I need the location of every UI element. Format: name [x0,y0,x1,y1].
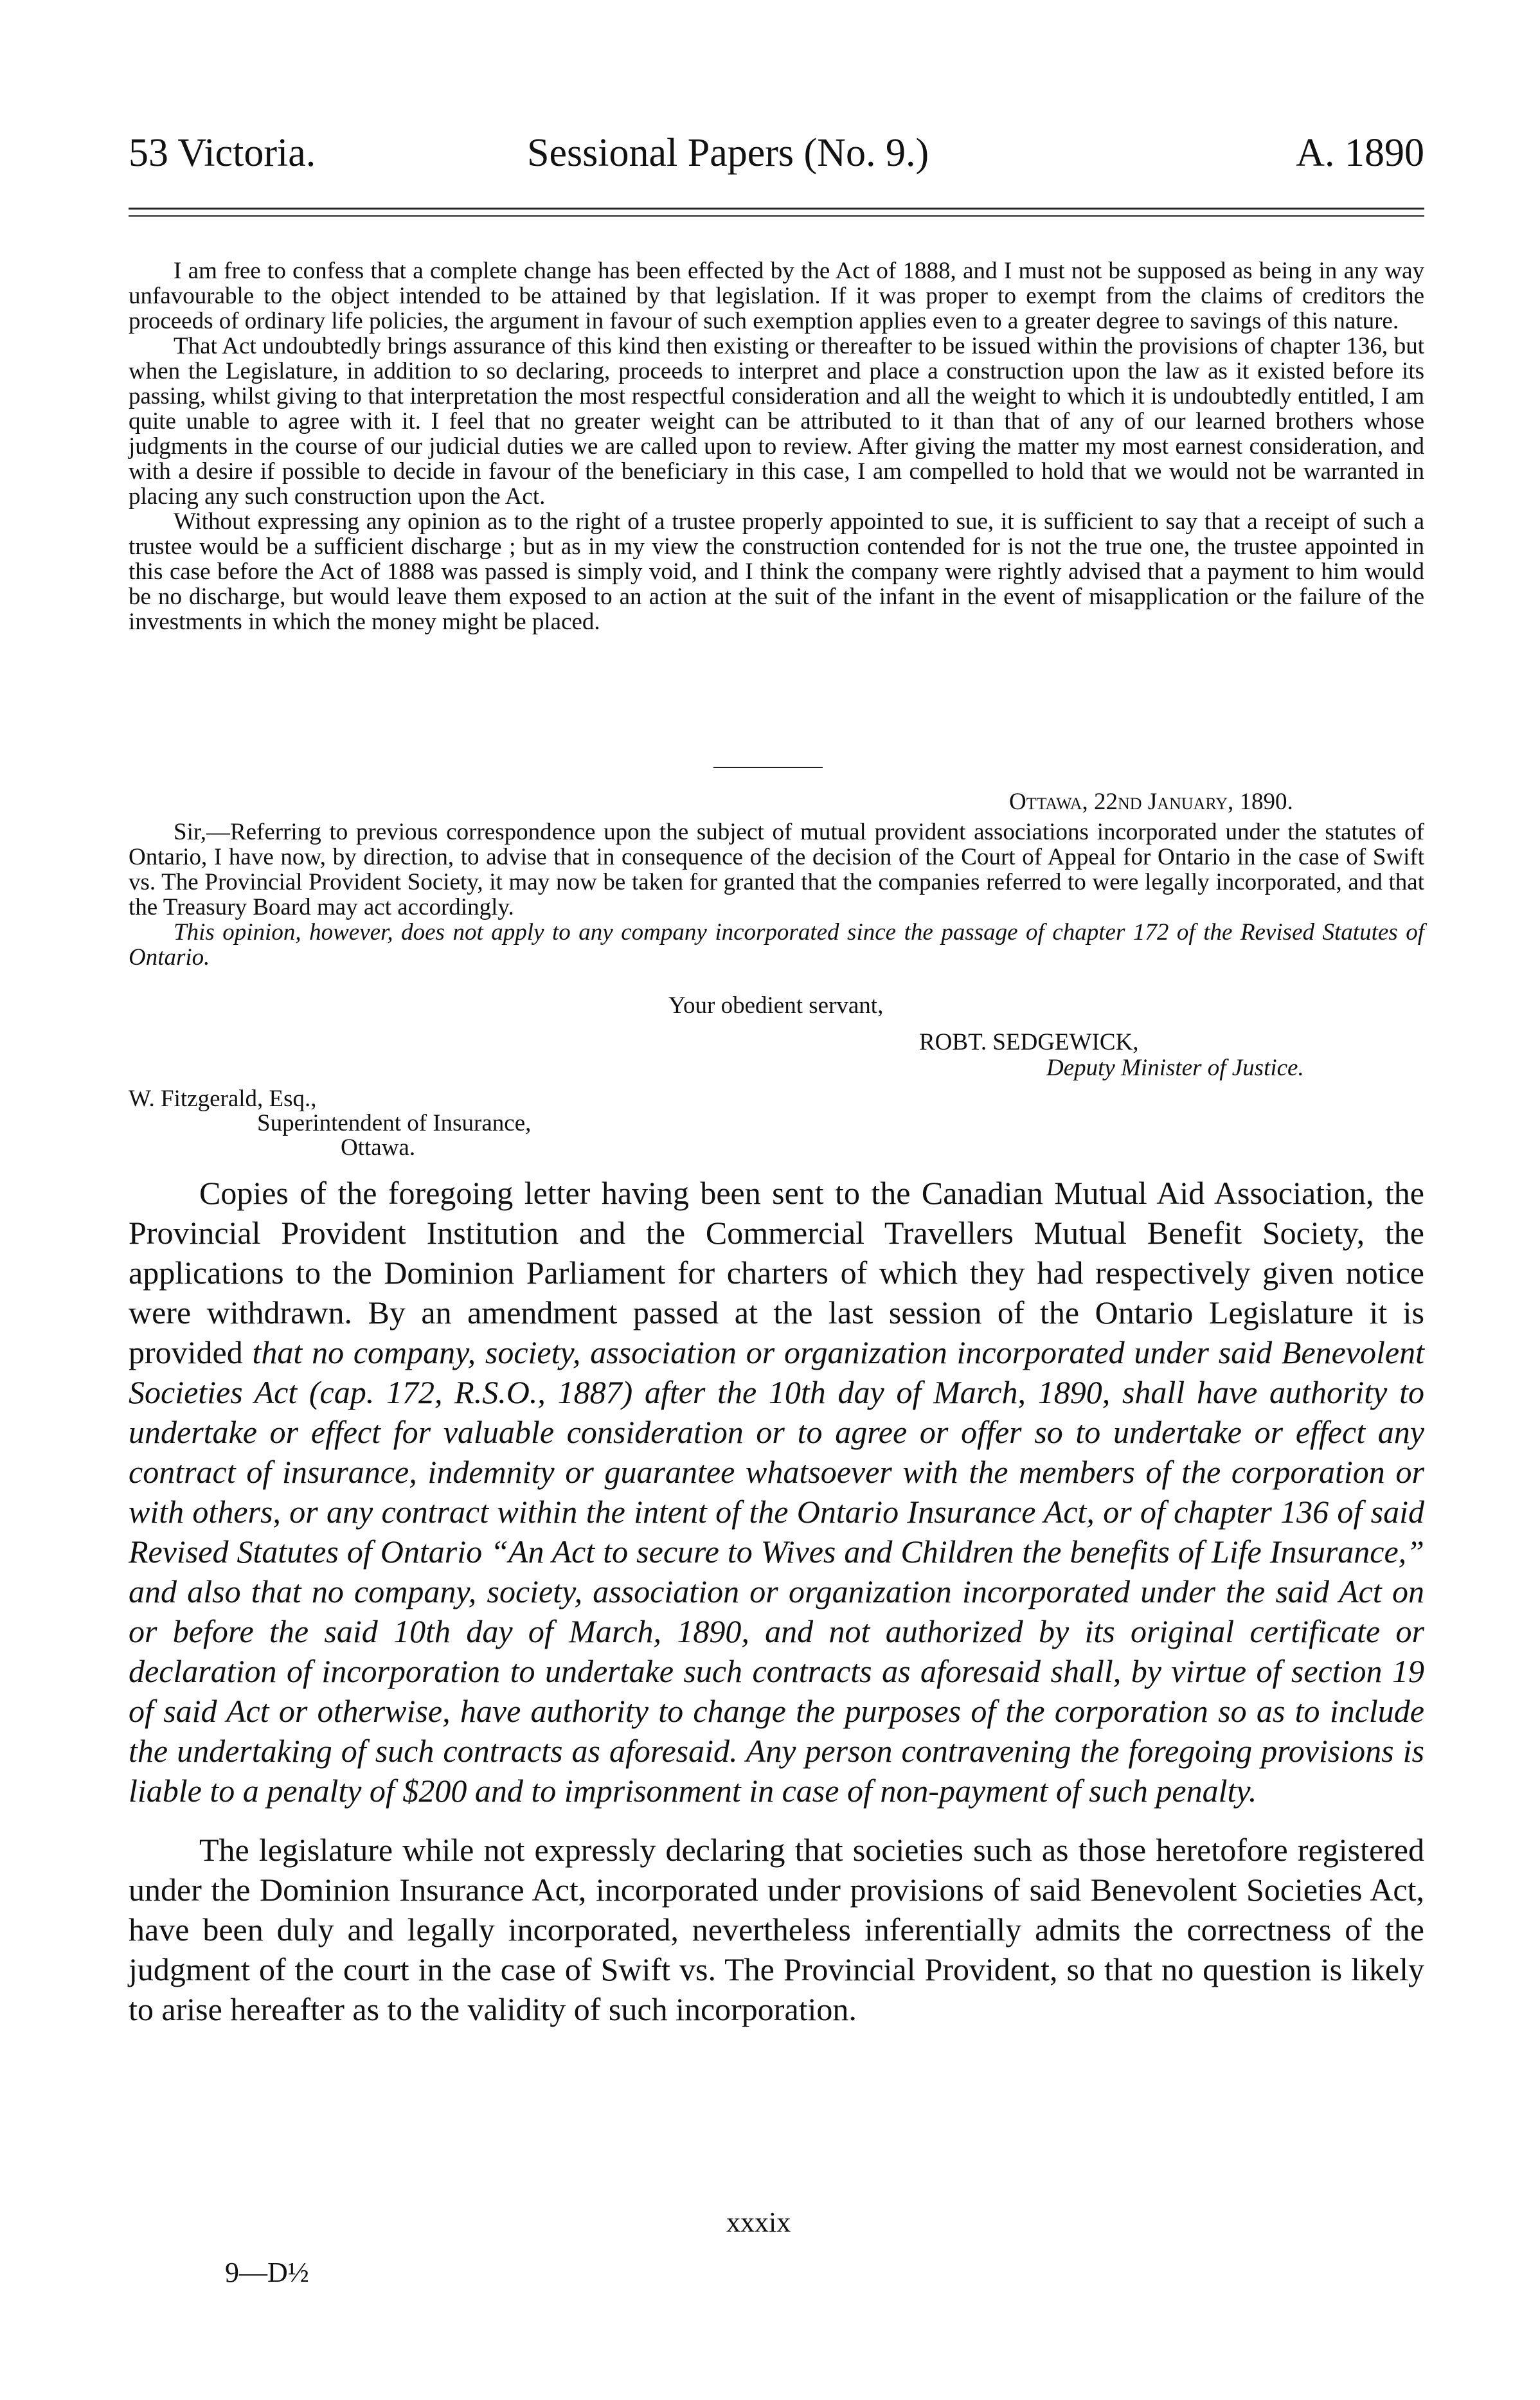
letter-signer: ROBT. SEDGEWICK, [919,1029,1139,1055]
header-publication: Sessional Papers (No. 9.) [527,131,929,175]
signature-mark: 9—D½ [225,2257,309,2288]
opinion-paragraph: That Act undoubtedly brings assurance of this kind then existing or thereafter to be issued within the provisions of chapter 136, but when the Legislature, in addition to so declaring, proceeds to interpret and place a construction upon the law as it existed before its passing, whilst giving to that interpretation the most respectful consideration and all the weight to which it is undoubtedly entitled, I am quite unable to agree with it. I feel that no greater weight can be attributed to it than that of any of our learned brothers whose judgments in the course of our judicial duties we are called upon to review. After giving the matter my most earnest consideration, and with a desire if possible to decide in favour of the beneficiary in this case, I am compelled to hold that we would not be warranted in placing any such construction upon the Act. [129,333,1424,510]
judicial-opinion [129,258,1424,634]
letter-body: Sir,—Referring to previous correspondence upon the subject of mutual provident associations incorporated under the statutes of Ontario, I have now, by direction, to advise that in consequence of the decision of the Court of Appeal for Ontario in the case of Swift vs. The Provincial Provident Society, it may now be taken for granted that the companies referred to were legally incorporated, and that the Treasury Board may act accordingly. [129,819,1424,920]
header-session: 53 Victoria. [129,131,316,175]
letter-closing: Your obedient servant, [668,992,884,1019]
running-header [129,114,1424,192]
opinion-paragraph: I am free to confess that a complete change has been effected by the Act of 1888, and I must not be supposed as being in any way unfavourable to the object intended to be attained by that legislation. If it was proper to exempt from the claims of creditors the proceeds of ordinary life policies, the argument in favour of such exemption applies even to a greater degree to savings of this nature. [129,258,1424,334]
opinion-paragraph: Without expressing any opinion as to the right of a trustee properly appointed to sue, it is sufficient to say that a receipt of such a trustee would be a sufficient discharge ; but as in my view the construction contended for is not the true one, the trustee appointed in this case before the Act of 1888 was passed is simply void, and I think the company were rightly advised that a payment to him would be no discharge, but would leave them exposed to an action at the suit of the infant in the event of misapplication or the failure of the investments in which the money might be placed. [129,508,1424,635]
letter-dateline: Ottawa, 22nd January, 1890. [1009,789,1293,815]
letter-signer-title: Deputy Minister of Justice. [1046,1055,1304,1081]
addressee-city: Ottawa. [341,1134,416,1161]
report-paragraph-amendment [129,1173,1424,1811]
header-year: A. 1890 [1296,131,1424,175]
addressee-name: W. Fitzgerald, Esq., [129,1086,317,1112]
header-rule-lower [129,215,1424,217]
report-paragraph-conclusion: The legislature while not expressly declaring that societies such as those heretofore registered under the Dominion Insurance Act, incorporated under provisions of said Benevolent Societies Act, have been duly and legally incorporated, nevertheless inferentially admits the correctness of the judgment of the court in the case of Swift vs. The Provincial Provident, so that no question is likely to arise hereafter as to the validity of such incorporation. [129,1832,1424,2027]
header-rule [129,208,1424,210]
section-divider [713,767,823,768]
report-commentary [129,1173,1424,2029]
quoted-statute: that no company, society, association or organization incorporated under said Benevolent Societies Act (cap. 172, R.S.O., 1887) after the 10th day of March, 1890, shall have authority to undertake or effect for valuable consideration or to agree or offer so to undertake or effect any contract of insurance, indemnity or guarantee whatsoever with the members of the corporation or with others, or any contract within the intent of the Ontario Insurance Act, or of chapter 136 of said Revised Statutes of Ontario “An Act to secure to Wives and Children the benefits of Life Insurance,” and also that no company, society, association or organization incorporated under the said Act on or before the said 10th day of March, 1890, and not authorized by its original certificate or declaration of incorporation to undertake such contracts as aforesaid shall, by virtue of section 19 of said Act or otherwise, have authority to change the purposes of the corporation so as to include the undertaking of such contracts as aforesaid. Any person contravening the foregoing provisions is liable to a penalty of $200 and to imprisonment in case of non-payment of such penalty. [129,1334,1425,1809]
letter-note: This opinion, however, does not apply to any company incorporated since the passage of chapter 172 of the Revised Statutes of Ontario. [129,919,1424,971]
report-text: Copies of the foregoing letter having been sent to the Canadian Mutual Aid Association, the Provincial Provident Institution and the Commercial Travellers Mutual Benefit Society, the applications to the Dominion Parliament for charters of which they had respectively given notice were withdrawn. By an amendment passed at the last session of the Ontario Legislature it is provided [129,1175,1424,1370]
letter-body-block [129,819,1424,970]
addressee-title: Superintendent of Insurance, [257,1110,532,1136]
page-number: xxxix [726,2207,791,2238]
